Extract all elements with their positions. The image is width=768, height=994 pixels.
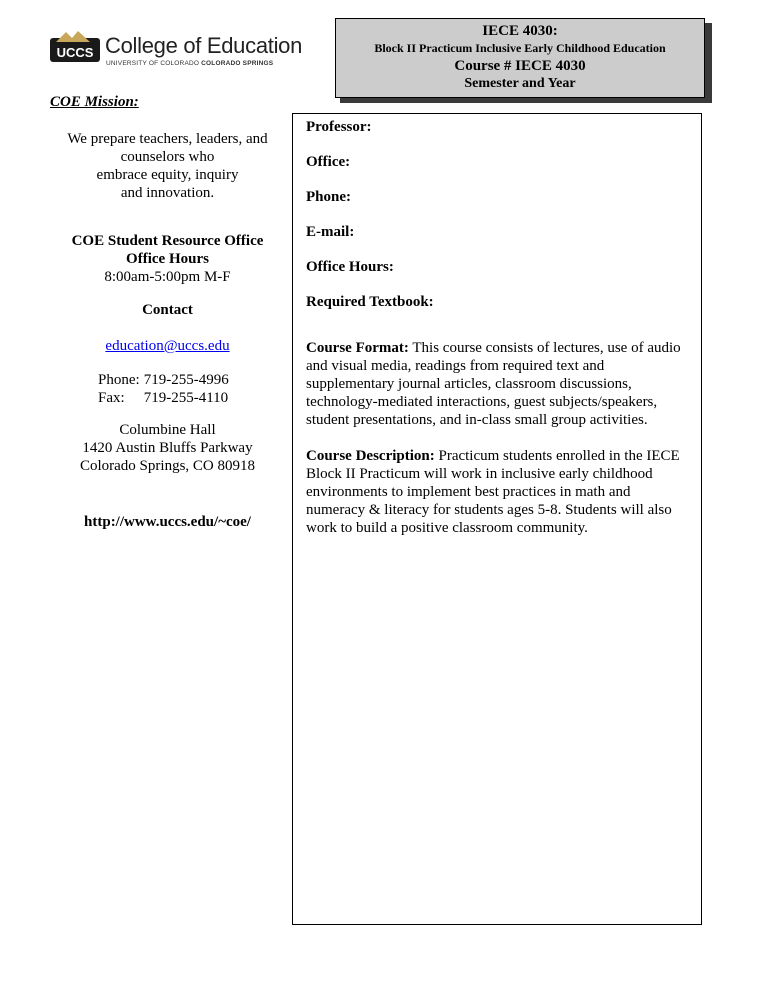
office-hours-value: 8:00am-5:00pm M-F: [104, 269, 231, 285]
office-hours-field: Office Hours:: [306, 259, 394, 275]
description-text: Practicum students enrolled in the IECE Block II Practicum will work in inclusive early childhood environments to implement best practices in math and numeracy & literacy for students ages 5-8. Students will also work to build a positive classroom community.: [306, 448, 680, 536]
logo-subtitle: [106, 60, 273, 67]
mission-line: embrace equity, inquiry: [96, 167, 239, 183]
phone-row: [98, 371, 229, 389]
semester-year: Semester and Year: [464, 76, 576, 91]
address: [45, 421, 290, 475]
format-label: Course Format:: [306, 340, 409, 356]
fax-value: 719-255-4110: [143, 390, 229, 406]
resource-office: [45, 232, 290, 286]
course-info-content: [306, 118, 691, 537]
email-link[interactable]: education@uccs.edu: [105, 338, 230, 354]
description-label: Course Description:: [306, 448, 435, 464]
course-format: [306, 339, 691, 429]
phone-label: Phone:: [98, 372, 140, 388]
mission-text: [45, 130, 290, 202]
phone-label-field: Phone:: [306, 189, 351, 205]
professor-label: Professor:: [306, 119, 372, 135]
office-label: Office:: [306, 154, 351, 170]
address-line: 1420 Austin Bluffs Parkway: [82, 440, 253, 456]
course-title: Block II Practicum Inclusive Early Childhood Education: [374, 41, 666, 55]
course-header: [335, 18, 705, 98]
email-label-field: E-mail:: [306, 224, 355, 240]
logo-sub-campus: COLORADO SPRINGS: [201, 60, 274, 67]
course-number: Course # IECE 4030: [454, 58, 586, 74]
office-hours-label: Office Hours: [126, 251, 209, 267]
address-line: Columbine Hall: [119, 422, 216, 438]
logo-sub-university: UNIVERSITY OF COLORADO: [106, 60, 200, 67]
uccs-logo-icon: [50, 30, 100, 62]
phone-fax: [98, 371, 229, 407]
mission-line: and innovation.: [120, 185, 215, 201]
address-line: Colorado Springs, CO 80918: [79, 458, 255, 474]
mission-heading: COE Mission:: [50, 94, 139, 110]
logo-badge-text: UCCS: [56, 45, 94, 60]
office-title: COE Student Resource Office: [71, 233, 264, 249]
website-link[interactable]: http://www.uccs.edu/~coe/: [84, 514, 251, 530]
format-text: This course consists of lectures, use of audio and visual media, readings from required text and supplementary journal articles, classroom discussions, technology-mediated interactions, guest subjects/speakers, student presentations, and in-class small group activities.: [306, 340, 681, 428]
fax-label: Fax:: [98, 390, 125, 406]
phone-value: 719-255-4996: [143, 372, 229, 388]
contact-heading: Contact: [142, 302, 193, 318]
textbook-label: Required Textbook:: [306, 294, 434, 310]
course-description: [306, 447, 691, 537]
college-logo: [50, 30, 303, 70]
mission-line: counselors who: [120, 149, 215, 165]
mission-line: We prepare teachers, leaders, and: [67, 131, 268, 147]
logo-title: College of Education: [105, 33, 303, 58]
course-code: IECE 4030:: [482, 23, 558, 39]
fax-row: [98, 389, 229, 407]
